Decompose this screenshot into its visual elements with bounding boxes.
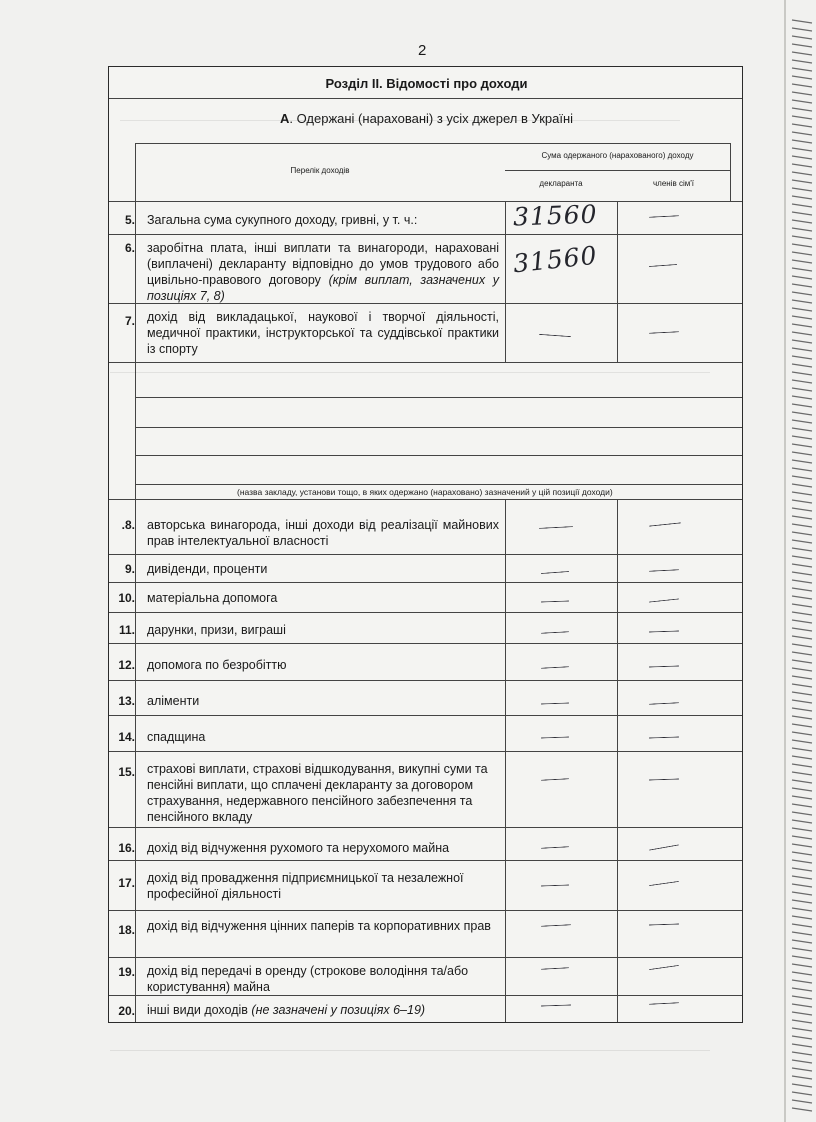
binding-coil	[792, 636, 812, 639]
binding-coil	[792, 1100, 812, 1103]
row-separator	[109, 751, 742, 752]
binding-coil	[792, 428, 812, 431]
binding-coil	[792, 844, 812, 847]
row-number-9: 9.	[124, 562, 135, 576]
row-label-19: дохід від передачі в оренду (строкове володіння та/або користування) майна	[147, 964, 469, 994]
row-separator	[109, 643, 742, 644]
binding-coil	[792, 132, 812, 135]
column-divider	[617, 201, 618, 362]
binding-coil	[792, 780, 812, 783]
row-number-19: 19.	[118, 965, 135, 979]
handwritten-dash-family-16	[649, 844, 679, 850]
row-number-20: 20.	[118, 1004, 135, 1018]
binding-coil	[792, 276, 812, 279]
income-form-table	[108, 66, 743, 1023]
binding-coil	[792, 84, 812, 87]
binding-coil	[792, 140, 812, 143]
handwritten-dash-declarant-13	[541, 703, 569, 705]
binding-coil	[792, 348, 812, 351]
spiral-binding	[782, 0, 816, 1122]
binding-coil	[792, 340, 812, 343]
handwritten-dash-declarant-16	[541, 846, 569, 848]
row-separator	[109, 612, 742, 613]
handwritten-dash-declarant-12	[541, 666, 569, 668]
binding-coil	[792, 940, 812, 943]
binding-coil	[792, 524, 812, 527]
binding-coil	[792, 380, 812, 383]
binding-coil	[792, 908, 812, 911]
binding-coil	[792, 100, 812, 103]
row-number-15: 15.	[118, 765, 135, 779]
row-separator	[109, 995, 742, 996]
binding-coil	[792, 228, 812, 231]
page-number: 2	[418, 42, 427, 59]
handwritten-dash-declarant-9	[541, 571, 569, 574]
binding-coil	[792, 124, 812, 127]
handwritten-dash-family-8	[649, 522, 681, 526]
row-number-6: 6.	[124, 241, 135, 255]
show-through-line	[110, 372, 710, 373]
binding-coil	[792, 724, 812, 727]
binding-coil	[792, 948, 812, 951]
handwritten-dash-family-10	[649, 598, 679, 602]
binding-coil	[792, 836, 812, 839]
binding-coil	[792, 1028, 812, 1031]
binding-coil	[792, 644, 812, 647]
handwritten-dash-family-20	[649, 1002, 679, 1005]
binding-coil	[792, 980, 812, 983]
header-family-members: членів сім'ї	[653, 179, 694, 188]
binding-coil	[792, 476, 812, 479]
binding-coil	[792, 1084, 812, 1087]
row-label-8: авторська винагорода, інші доходи від реалізації майнових прав інтелектуальної власності	[147, 518, 499, 548]
binding-coil	[792, 404, 812, 407]
binding-coil	[792, 492, 812, 495]
binding-coil	[792, 556, 812, 559]
row-label-11: дарунки, призи, виграші	[147, 623, 286, 637]
binding-coil	[792, 108, 812, 111]
binding-coil	[792, 996, 812, 999]
handwritten-total-income-declarant: 31560	[512, 199, 599, 232]
binding-coil	[792, 516, 812, 519]
row-separator	[109, 582, 742, 583]
row-separator	[109, 957, 742, 958]
row-label-6-text: заробітна плата, інші виплати та винагороди, нараховані (виплачені) декларанту відповідно до умов трудового або цивільно-правового договору	[147, 241, 499, 287]
binding-coil	[792, 916, 812, 919]
handwritten-dash-declarant-17	[541, 885, 569, 887]
binding-coil	[792, 444, 812, 447]
row-label-18: дохід від відчуження цінних паперів та корпоративних прав	[147, 919, 491, 933]
binding-coil	[792, 244, 812, 247]
binding-coil	[792, 1108, 812, 1111]
handwritten-dash-declarant-8	[539, 526, 573, 529]
binding-coil	[792, 860, 812, 863]
binding-coil	[792, 852, 812, 855]
binding-coil	[792, 260, 812, 263]
binding-coil	[792, 116, 812, 119]
binding-coil	[792, 156, 812, 159]
binding-coil	[792, 580, 812, 583]
row-label-6	[147, 240, 499, 304]
row-separator	[109, 234, 742, 235]
row-number-5: 5.	[124, 213, 135, 227]
binding-coil	[792, 668, 812, 671]
binding-coil	[792, 388, 812, 391]
row-number-17: 17.	[118, 876, 135, 890]
row-separator	[109, 860, 742, 861]
binding-coil	[792, 804, 812, 807]
handwritten-dash-declarant-14	[541, 737, 569, 739]
binding-coil	[792, 212, 812, 215]
binding-coil	[792, 484, 812, 487]
title-divider	[109, 98, 742, 99]
binding-coil	[792, 796, 812, 799]
binding-coil	[792, 148, 812, 151]
binding-coil	[792, 284, 812, 287]
handwritten-dash-family-19	[649, 965, 679, 970]
header-declarant: декларанта	[539, 179, 583, 188]
binding-coil	[792, 740, 812, 743]
row-label-20	[147, 1002, 425, 1018]
row-number-12: 12.	[118, 658, 135, 672]
handwritten-dash-declarant-10	[541, 601, 569, 603]
row-separator	[135, 455, 742, 456]
binding-coil	[792, 612, 812, 615]
handwritten-dash-family-13	[649, 702, 679, 705]
binding-coil	[792, 652, 812, 655]
binding-coil	[792, 20, 812, 23]
institution-caption: (назва закладу, установи тощо, в яких одержано (нараховано) зазначений у цій позиції доходи)	[237, 487, 613, 497]
binding-coil	[792, 812, 812, 815]
column-divider	[505, 499, 506, 1022]
handwritten-dash-family-15	[649, 778, 679, 780]
row-label-15: страхові виплати, страхові відшкодування, викупні суми та пенсійні виплати, що сплачені декларанту за договором страхування, недержавного пенсійного забезпечення та пенсійного вкладу	[147, 762, 488, 824]
binding-coil	[792, 420, 812, 423]
binding-coil	[792, 44, 812, 47]
binding-coil	[792, 300, 812, 303]
handwritten-dash-declarant-18	[541, 924, 571, 927]
binding-coil	[792, 620, 812, 623]
column-divider	[505, 201, 506, 362]
binding-coil	[792, 68, 812, 71]
binding-coil	[792, 708, 812, 711]
binding-coil	[792, 876, 812, 879]
show-through-line	[120, 120, 680, 121]
binding-coil	[792, 820, 812, 823]
binding-coil	[792, 508, 812, 511]
binding-coil	[792, 452, 812, 455]
row-label-7: дохід від викладацької, наукової і творчої діяльності, медичної практики, інструкторської та суддівської практики із спорту	[147, 310, 499, 356]
binding-coil	[792, 676, 812, 679]
binding-coil	[792, 1092, 812, 1095]
binding-coil	[792, 204, 812, 207]
row-number-8: .8.	[121, 518, 135, 532]
row-number-11: 11.	[118, 623, 135, 637]
binding-coil	[792, 972, 812, 975]
subsection-letter: А	[279, 111, 290, 126]
binding-coil	[792, 572, 812, 575]
header-income-sum: Сума одержаного (нарахованого) доходу	[541, 151, 694, 160]
handwritten-dash-family-7	[649, 331, 679, 334]
binding-coil	[792, 172, 812, 175]
row-number-7: 7.	[124, 314, 135, 328]
handwritten-dash-declarant-11	[541, 631, 569, 633]
binding-coil	[792, 964, 812, 967]
header-right-border	[730, 143, 731, 201]
binding-coil	[792, 188, 812, 191]
binding-coil	[792, 564, 812, 567]
binding-coil	[792, 588, 812, 591]
binding-coil	[792, 356, 812, 359]
binding-coil	[792, 828, 812, 831]
subsection-title	[109, 111, 744, 126]
binding-coil	[792, 268, 812, 271]
row-label-16: дохід від відчуження рухомого та нерухомого майна	[147, 841, 450, 855]
row-separator	[135, 427, 742, 428]
binding-coil	[792, 76, 812, 79]
column-divider	[135, 201, 136, 362]
binding-coil	[792, 1076, 812, 1079]
binding-coil	[792, 532, 812, 535]
row-label-17: дохід від провадження підприємницької та незалежної професійної діяльності	[147, 871, 464, 901]
binding-coil	[792, 884, 812, 887]
binding-coil	[792, 596, 812, 599]
binding-coil	[792, 308, 812, 311]
binding-coil	[792, 292, 812, 295]
binding-coil	[792, 436, 812, 439]
handwritten-salary-declarant: 31560	[511, 240, 599, 279]
binding-coil	[792, 732, 812, 735]
subsection-text: . Одержані (нараховані) з усіх джерел в Україні	[289, 111, 574, 126]
binding-coil	[792, 1036, 812, 1039]
row-separator	[109, 910, 742, 911]
binding-coil	[792, 788, 812, 791]
row-number-18: 18.	[118, 923, 135, 937]
row-number-16: 16.	[118, 841, 135, 855]
binding-coil	[792, 332, 812, 335]
row-separator	[109, 201, 742, 202]
binding-coil	[792, 540, 812, 543]
handwritten-dash-family-5	[649, 215, 679, 218]
binding-coil	[792, 1068, 812, 1071]
row-separator	[109, 362, 742, 363]
binding-coil	[792, 604, 812, 607]
row-separator	[135, 397, 742, 398]
row-label-20-note: (не зазначені у позиціях 6–19)	[251, 1003, 426, 1017]
binding-coil	[792, 932, 812, 935]
binding-coil	[792, 196, 812, 199]
handwritten-dash-family-6	[649, 264, 677, 267]
handwritten-dash-declarant-19	[541, 967, 569, 969]
binding-coil	[792, 36, 812, 39]
binding-coil	[792, 628, 812, 631]
binding-coil	[792, 748, 812, 751]
binding-coil	[792, 372, 812, 375]
column-divider	[135, 362, 136, 499]
binding-coil	[792, 396, 812, 399]
binding-coil	[792, 92, 812, 95]
handwritten-dash-family-12	[649, 665, 679, 667]
header-income-list: Перелік доходів	[290, 166, 350, 175]
row-number-10: 10.	[118, 591, 135, 605]
binding-coil	[792, 764, 812, 767]
row-label-10: матеріальна допомога	[147, 591, 278, 605]
binding-coil	[792, 756, 812, 759]
binding-coil	[792, 252, 812, 255]
binding-coil	[792, 468, 812, 471]
row-separator	[109, 715, 742, 716]
binding-coil	[792, 548, 812, 551]
binding-coil	[792, 660, 812, 663]
binding-coil	[792, 684, 812, 687]
binding-coil	[792, 180, 812, 183]
binding-coil	[792, 500, 812, 503]
row-separator	[109, 554, 742, 555]
header-sum-divider	[505, 170, 730, 171]
binding-coil	[792, 892, 812, 895]
handwritten-dash-declarant-20	[541, 1004, 571, 1006]
binding-coil	[792, 700, 812, 703]
handwritten-dash-family-17	[649, 881, 679, 886]
row-label-6-note: (крім виплат, зазначених у позиціях 7, 8)	[147, 273, 500, 303]
binding-coil	[792, 236, 812, 239]
row-number-14: 14.	[118, 730, 135, 744]
show-through-line	[110, 1050, 710, 1051]
binding-coil	[792, 1020, 812, 1023]
binding-coil	[792, 1004, 812, 1007]
column-divider	[135, 499, 136, 1022]
binding-coil	[792, 164, 812, 167]
binding-coil	[792, 316, 812, 319]
binding-coil	[792, 716, 812, 719]
handwritten-dash-family-11	[649, 630, 679, 632]
column-divider	[617, 499, 618, 1022]
binding-coil	[792, 28, 812, 31]
binding-coil	[792, 956, 812, 959]
row-label-20-text: інші види доходів	[147, 1003, 252, 1017]
binding-coil	[792, 988, 812, 991]
row-separator	[109, 499, 742, 500]
handwritten-dash-declarant-15	[541, 778, 569, 780]
header-top-border	[135, 143, 730, 144]
section-title: Розділ ІІ. Відомості про доходи	[325, 76, 528, 91]
binding-coil	[792, 1044, 812, 1047]
handwritten-dash-family-18	[649, 923, 679, 925]
row-label-13: аліменти	[147, 694, 200, 708]
row-label-12: допомога по безробіттю	[147, 658, 287, 672]
binding-coil	[792, 220, 812, 223]
binding-coil	[792, 868, 812, 871]
binding-coil	[792, 460, 812, 463]
handwritten-dash-family-14	[649, 736, 679, 738]
row-label-5: Загальна сума сукупного доходу, гривні, у т. ч.:	[147, 213, 418, 227]
handwritten-dash-declarant-7	[539, 334, 571, 337]
binding-coil	[792, 364, 812, 367]
row-number-13: 13.	[118, 694, 135, 708]
row-separator	[135, 484, 742, 485]
row-separator	[109, 680, 742, 681]
binding-coil	[792, 52, 812, 55]
handwritten-dash-family-9	[649, 569, 679, 572]
binding-coil	[792, 1012, 812, 1015]
binding-coil	[792, 900, 812, 903]
binding-coil	[792, 772, 812, 775]
binding-coil	[792, 60, 812, 63]
binding-coil	[792, 412, 812, 415]
binding-coil	[792, 324, 812, 327]
row-separator	[109, 827, 742, 828]
row-label-9: дивіденди, проценти	[147, 562, 268, 576]
binding-coil	[792, 1052, 812, 1055]
row-label-14: спадщина	[147, 730, 206, 744]
binding-coil	[792, 692, 812, 695]
binding-coil	[792, 1060, 812, 1063]
binding-coil	[792, 924, 812, 927]
